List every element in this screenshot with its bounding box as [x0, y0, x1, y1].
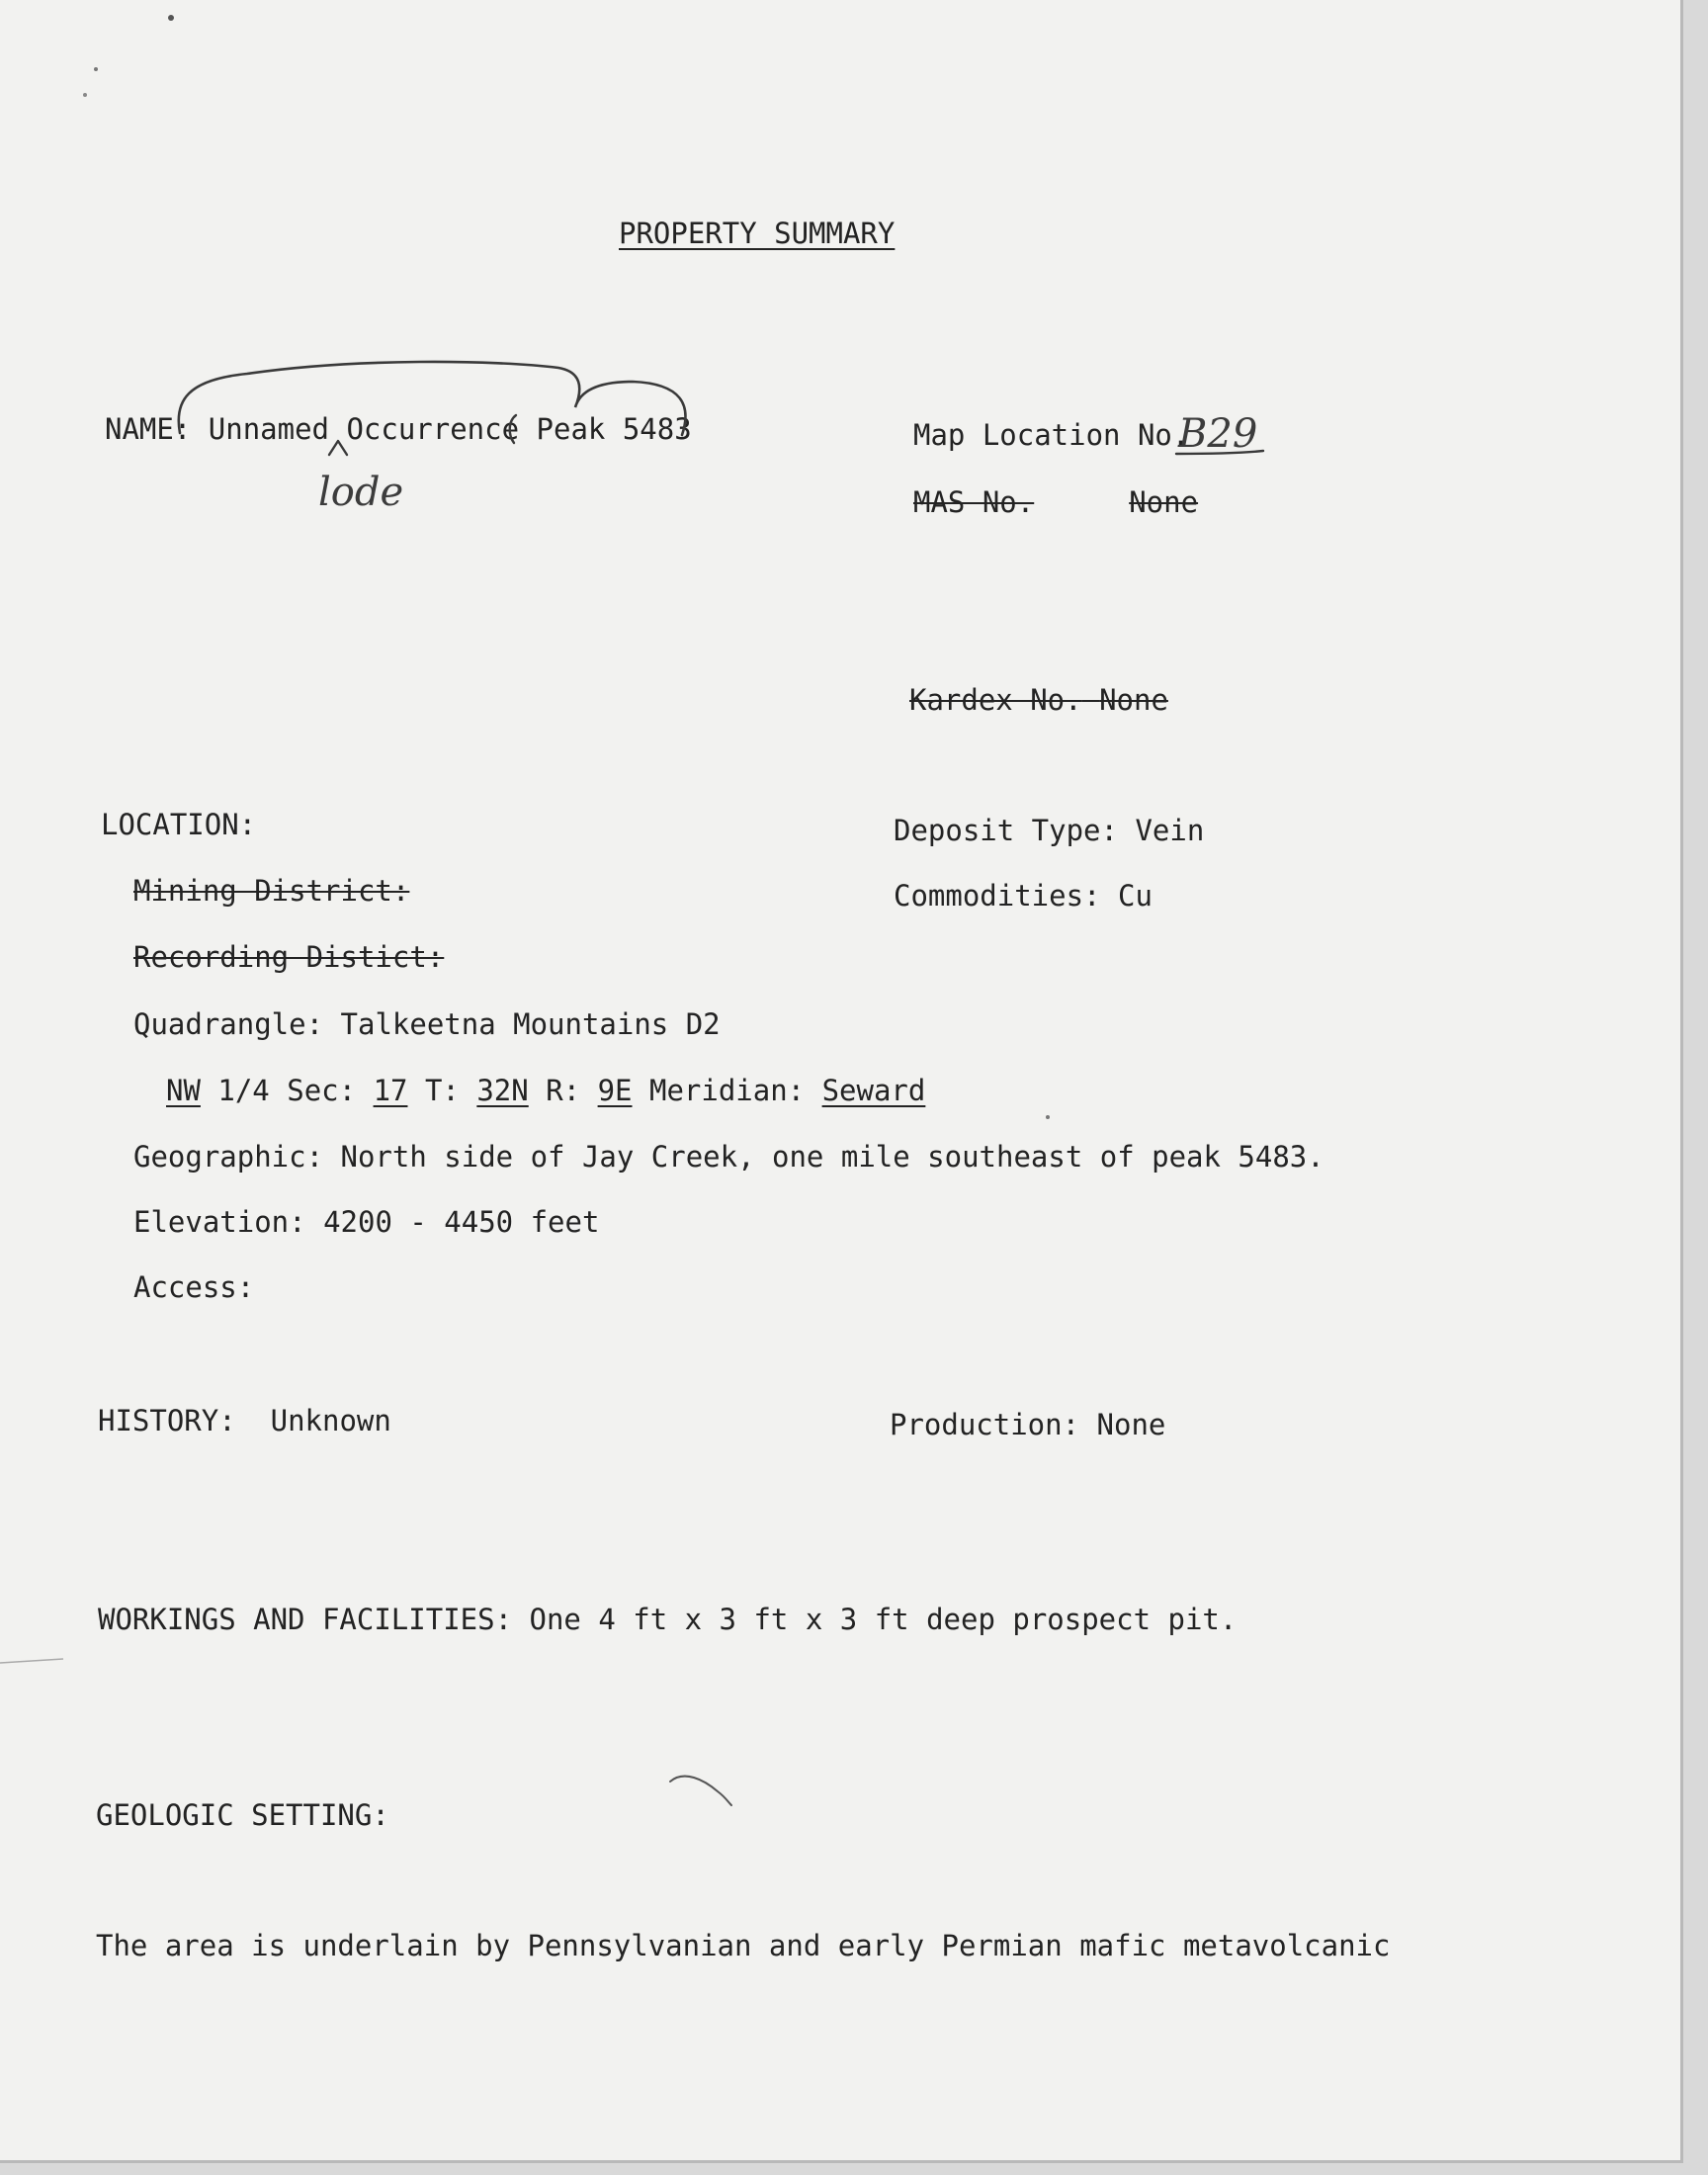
- recording-district-label: Recording Distict:: [133, 940, 445, 974]
- sec-label: Sec:: [287, 1074, 357, 1107]
- margin-speck: [83, 93, 87, 97]
- meridian-value: Seward: [821, 1074, 926, 1107]
- name-value-part1: Unnamed: [208, 412, 329, 446]
- quadrangle-value: Talkeetna Mountains D2: [340, 1007, 721, 1041]
- meridian-label: Meridian:: [648, 1074, 806, 1107]
- commodities-line: [894, 879, 1153, 913]
- workings-value: One 4 ft x 3 ft x 3 ft deep prospect pit.: [529, 1603, 1238, 1636]
- name-value-part2: Occurrence: [346, 412, 520, 446]
- elevation-line: [133, 1205, 600, 1239]
- deposit-type-value: Vein: [1135, 814, 1205, 847]
- quarter-value: NW: [166, 1074, 201, 1107]
- geographic-line: [133, 1140, 1324, 1174]
- t-label: T:: [424, 1074, 460, 1107]
- handwritten-insert: lode: [318, 470, 404, 515]
- quarter-suffix: 1/4: [217, 1074, 270, 1107]
- quadrangle-line: [133, 1007, 721, 1041]
- production-label: Production:: [890, 1408, 1080, 1441]
- t-value: 32N: [476, 1074, 529, 1107]
- history-label: HISTORY:: [98, 1404, 236, 1437]
- kardex-value: None: [1099, 683, 1168, 717]
- kardex-line: [909, 683, 1168, 717]
- name-value-part3: Peak 5483: [536, 412, 692, 446]
- geologic-setting-text: The area is underlain by Pennsylvanian and early Permian mafic metavolcanic: [96, 1929, 1391, 1962]
- elevation-value: 4200 - 4450 feet: [323, 1205, 600, 1239]
- map-location-handwritten-value: B29: [1178, 411, 1258, 457]
- name-label: NAME:: [105, 412, 192, 446]
- deposit-type-label: Deposit Type:: [894, 814, 1118, 847]
- name-line: [105, 412, 692, 446]
- elevation-label: Elevation:: [133, 1205, 306, 1239]
- history-line: [98, 1404, 391, 1437]
- kardex-label: Kardex No.: [909, 683, 1082, 717]
- mas-value: None: [1129, 485, 1199, 519]
- mas-label: MAS No.: [913, 485, 1035, 519]
- stray-pen-mark: [670, 1777, 731, 1805]
- section-township-range-line: [166, 1074, 926, 1107]
- commodities-label: Commodities:: [894, 879, 1101, 913]
- mining-district-label: Mining District:: [133, 874, 410, 908]
- margin-speck: [168, 15, 174, 21]
- quadrangle-label: Quadrangle:: [133, 1007, 324, 1041]
- access-label: Access:: [133, 1270, 255, 1304]
- location-heading: LOCATION:: [101, 808, 257, 841]
- r-label: R:: [546, 1074, 581, 1107]
- margin-edge-mark: [0, 1659, 63, 1663]
- map-location-label: Map Location No.: [913, 418, 1190, 452]
- production-value: None: [1096, 1408, 1166, 1441]
- history-value: Unknown: [270, 1404, 391, 1437]
- page-title: PROPERTY SUMMARY: [619, 217, 896, 250]
- margin-speck: [1046, 1115, 1050, 1119]
- production-line: [890, 1408, 1166, 1441]
- deposit-type-line: [894, 814, 1205, 847]
- mas-line: [913, 485, 1199, 519]
- geographic-value: North side of Jay Creek, one mile southeast of peak 5483.: [340, 1140, 1324, 1174]
- r-value: 9E: [597, 1074, 633, 1107]
- workings-line: [98, 1603, 1238, 1636]
- geographic-label: Geographic:: [133, 1140, 324, 1174]
- workings-label: WORKINGS AND FACILITIES:: [98, 1603, 513, 1636]
- commodities-value: Cu: [1117, 879, 1153, 913]
- sec-value: 17: [373, 1074, 408, 1107]
- margin-speck: [94, 67, 98, 71]
- geologic-setting-heading: GEOLOGIC SETTING:: [96, 1798, 389, 1832]
